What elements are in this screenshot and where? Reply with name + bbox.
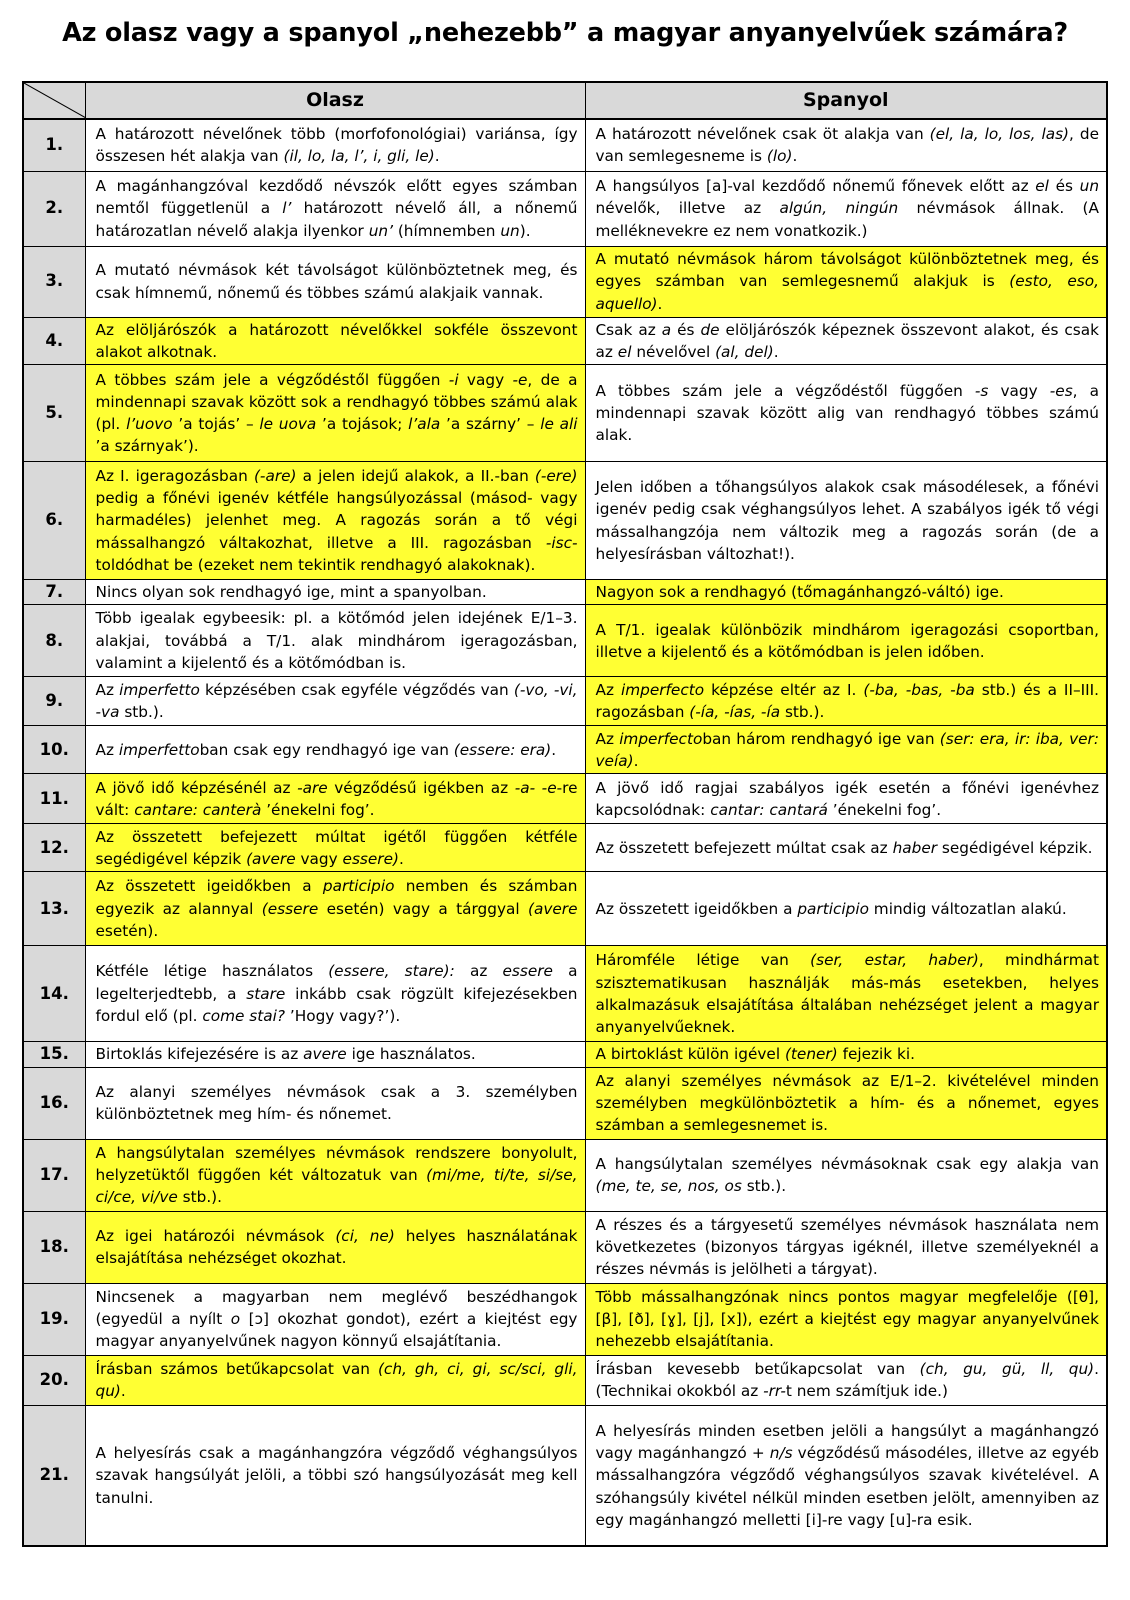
italian-cell: A hangsúlytalan személyes névmások rendszere bonyolult, helyzetüktől függően két változatuk van (mi/me, ti/te, si/se, ci/ce, vi/ve stb.). bbox=[85, 1139, 585, 1211]
table-row bbox=[23, 580, 1107, 605]
table-row bbox=[23, 246, 1107, 317]
table-row bbox=[23, 774, 1107, 824]
spanish-cell: A többes szám jele a végződéstől függően -s vagy -es, a mindennapi szavak között alig van rendhagyó többes számú alak. bbox=[585, 365, 1107, 462]
row-number: 4. bbox=[23, 317, 85, 365]
row-number: 12. bbox=[23, 824, 85, 872]
row-number: 9. bbox=[23, 677, 85, 726]
spanish-cell: Az alanyi személyes névmások az E/1–2. kivételével minden személyben megkülönböztetik a hím- és a nőnemet, egyes számban a semlegesnemet is. bbox=[585, 1067, 1107, 1139]
row-number: 5. bbox=[23, 365, 85, 462]
spanish-cell: A birtoklást külön igével (tener) fejezik ki. bbox=[585, 1042, 1107, 1067]
row-number: 6. bbox=[23, 462, 85, 580]
spanish-cell: A hangsúlyos [a]-val kezdődő nőnemű főnevek előtt az el és un névelők, illetve az algún, ningún névmások állnak. (A melléknevekre ez nem vonatkozik.) bbox=[585, 171, 1107, 246]
table-row bbox=[23, 365, 1107, 462]
comparison-table bbox=[22, 81, 1108, 1547]
spanish-cell: A helyesírás minden esetben jelöli a hangsúlyt a magánhangzó vagy magánhangzó + n/s végződésű másodéles, illetve az egyéb mássalhangzóra végződő véghangsúlyos szavak kivételével. A szóhangsúly kivétel nélkül minden esetben jelölt, amennyiben az egy magánhangzó melletti [i]-re vagy [u]-ra esik. bbox=[585, 1405, 1107, 1546]
table-row bbox=[23, 1042, 1107, 1067]
header-row bbox=[23, 82, 1107, 119]
header-italian: Olasz bbox=[85, 82, 585, 119]
italian-cell: A többes szám jele a végződéstől függően -i vagy -e, de a mindennapi szavak között sok a rendhagyó többes számú alak (pl. l’uovo ’a tojás’ – le uova ’a tojások; l’ala ’a szárny’ – le ali ’a szárnyak’). bbox=[85, 365, 585, 462]
row-number: 15. bbox=[23, 1042, 85, 1067]
table-row bbox=[23, 605, 1107, 677]
row-number: 11. bbox=[23, 774, 85, 824]
table-row bbox=[23, 1067, 1107, 1139]
italian-cell: Kétféle létige használatos (essere, stare): az essere a legelterjedtebb, a stare inkább csak rögzült kifejezésekben fordul elő (pl. come stai? ’Hogy vagy?’). bbox=[85, 946, 585, 1042]
spanish-cell: Írásban kevesebb betűkapcsolat van (ch, gu, gü, ll, qu). (Technikai okokból az -rr-t nem számítjuk ide.) bbox=[585, 1355, 1107, 1405]
table-row bbox=[23, 119, 1107, 171]
row-number: 8. bbox=[23, 605, 85, 677]
italian-cell: Az imperfetto képzésében csak egyféle végződés van (-vo, -vi, -va stb.). bbox=[85, 677, 585, 726]
row-number: 3. bbox=[23, 246, 85, 317]
row-number: 20. bbox=[23, 1355, 85, 1405]
table-row bbox=[23, 171, 1107, 246]
italian-cell: Az összetett befejezett múltat igétől függően kétféle segédigével képzik (avere vagy essere). bbox=[85, 824, 585, 872]
italian-cell: Az alanyi személyes névmások csak a 3. személyben különböztetnek meg hím- és nőnemet. bbox=[85, 1067, 585, 1139]
spanish-cell: A jövő idő ragjai szabályos igék esetén a főnévi igenévhez kapcsolódnak: cantar: cantará ’énekelni fog’. bbox=[585, 774, 1107, 824]
row-number: 13. bbox=[23, 872, 85, 946]
spanish-cell: A hangsúlytalan személyes névmásoknak csak egy alakja van (me, te, se, nos, os stb.). bbox=[585, 1139, 1107, 1211]
italian-cell: Nincs olyan sok rendhagyó ige, mint a spanyolban. bbox=[85, 580, 585, 605]
spanish-cell: A T/1. igealak különbözik mindhárom igeragozási csoportban, illetve a kijelentő és a kötőmódban is jelen időben. bbox=[585, 605, 1107, 677]
spanish-cell: Csak az a és de elöljárószók képeznek összevont alakot, és csak az el névelővel (al, del). bbox=[585, 317, 1107, 365]
table-row bbox=[23, 1139, 1107, 1211]
spanish-cell: A részes és a tárgyesetű személyes névmások használata nem következetes (bizonyos tárgyas igéknél, illetve személyeknél a részes névmás is jelölheti a tárgyat). bbox=[585, 1211, 1107, 1283]
spanish-cell: A mutató névmások három távolságot különböztetnek meg, és egyes számban van semlegesnemű alakjuk is (esto, eso, aquello). bbox=[585, 246, 1107, 317]
italian-cell: A határozott névelőnek több (morfofonológiai) variánsa, így összesen hét alakja van (il, lo, la, l’, i, gli, le). bbox=[85, 119, 585, 171]
italian-cell: Az igei határozói névmások (ci, ne) helyes használatának elsajátítása nehézséget okozhat. bbox=[85, 1211, 585, 1283]
italian-cell: Birtoklás kifejezésére is az avere ige használatos. bbox=[85, 1042, 585, 1067]
spanish-cell: Az összetett igeidőkben a participio mindig változatlan alakú. bbox=[585, 872, 1107, 946]
header-spanish: Spanyol bbox=[585, 82, 1107, 119]
italian-cell: Több igealak egybeesik: pl. a kötőmód jelen idejének E/1–3. alakjai, továbbá a T/1. alak mindhárom igeragozásban, valamint a kijelentő és a kötőmódban is. bbox=[85, 605, 585, 677]
spanish-cell: Több mássalhangzónak nincs pontos magyar megfelelője ([θ], [β], [ð], [ɣ], [j], [x]), ezért a kiejtést egy magyar anyanyelvűnek nehezebb elsajátítania. bbox=[585, 1283, 1107, 1355]
row-number: 2. bbox=[23, 171, 85, 246]
spanish-cell: Háromféle létige van (ser, estar, haber), mindhármat szisztematikusan használják más-más esetekben, helyes alkalmazásuk elsajátítása általában nehézséget jelent a magyar anyanyelvűeknek. bbox=[585, 946, 1107, 1042]
table-row bbox=[23, 317, 1107, 365]
spanish-cell: Az imperfecto képzése eltér az I. (-ba, -bas, -ba stb.) és a II–III. ragozásban (-ía, -ías, -ía stb.). bbox=[585, 677, 1107, 726]
table-row bbox=[23, 462, 1107, 580]
italian-cell: Az I. igeragozásban (-are) a jelen idejű alakok, a II.-ban (-ere) pedig a főnévi igenév kétféle hangsúlyozással (másod- vagy harmadéles) jelenhet meg. A ragozás során a tő végi mássalhangzó váltakozhat, illetve a III. ragozásban -isc- toldódhat be (ezeket nem tekintik rendhagyó alakoknak). bbox=[85, 462, 585, 580]
table-row bbox=[23, 1405, 1107, 1546]
row-number: 16. bbox=[23, 1067, 85, 1139]
italian-cell: Írásban számos betűkapcsolat van (ch, gh, ci, gi, sc/sci, gli, qu). bbox=[85, 1355, 585, 1405]
spanish-cell: Az összetett befejezett múltat csak az haber segédigével képzik. bbox=[585, 824, 1107, 872]
row-number: 7. bbox=[23, 580, 85, 605]
row-number: 17. bbox=[23, 1139, 85, 1211]
table-row bbox=[23, 946, 1107, 1042]
italian-cell: Az imperfettoban csak egy rendhagyó ige van (essere: era). bbox=[85, 726, 585, 774]
spanish-cell: Nagyon sok a rendhagyó (tőmagánhangzó-váltó) ige. bbox=[585, 580, 1107, 605]
table-row bbox=[23, 824, 1107, 872]
italian-cell: A mutató névmások két távolságot különböztetnek meg, és csak hímnemű, nőnemű és többes számú alakjaik vannak. bbox=[85, 246, 585, 317]
italian-cell: A helyesírás csak a magánhangzóra végződő véghangsúlyos szavak hangsúlyát jelöli, a többi szó hangsúlyozását meg kell tanulni. bbox=[85, 1405, 585, 1546]
table-row bbox=[23, 726, 1107, 774]
italian-cell: A magánhangzóval kezdődő névszók előtt egyes számban nemtől függetlenül a l’ határozott névelő áll, a nőnemű határozatlan névelő alakja ilyenkor un’ (hímnemben un). bbox=[85, 171, 585, 246]
diagonal-divider bbox=[24, 83, 86, 118]
table-row bbox=[23, 872, 1107, 946]
table-row bbox=[23, 1283, 1107, 1355]
table-row bbox=[23, 1355, 1107, 1405]
spanish-cell: Jelen időben a tőhangsúlyos alakok csak másodélesek, a főnévi igenév pedig csak véghangsúlyos lehet. A szabályos igék tő végi mássalhangzója nem változik meg a ragozás során (de a helyesírásban változhat!). bbox=[585, 462, 1107, 580]
row-number: 14. bbox=[23, 946, 85, 1042]
italian-cell: Nincsenek a magyarban nem meglévő beszédhangok (egyedül a nyílt o [ɔ] okozhat gondot), ezért a kiejtést egy magyar anyanyelvűnek nagyon könnyű elsajátítania. bbox=[85, 1283, 585, 1355]
corner-cell bbox=[23, 82, 85, 119]
spanish-cell: Az imperfectoban három rendhagyó ige van (ser: era, ir: iba, ver: veía). bbox=[585, 726, 1107, 774]
row-number: 10. bbox=[23, 726, 85, 774]
row-number: 21. bbox=[23, 1405, 85, 1546]
row-number: 1. bbox=[23, 119, 85, 171]
page-title: Az olasz vagy a spanyol „nehezebb” a magyar anyanyelvűek számára? bbox=[62, 18, 1068, 48]
table-row bbox=[23, 1211, 1107, 1283]
italian-cell: A jövő idő képzésénél az -are végződésű igékben az -a- -e-re vált: cantare: canterà ’énekelni fog’. bbox=[85, 774, 585, 824]
italian-cell: Az összetett igeidőkben a participio nemben és számban egyezik az alannyal (essere esetén) vagy a tárggyal (avere esetén). bbox=[85, 872, 585, 946]
italian-cell: Az elöljárószók a határozott névelőkkel sokféle összevont alakot alkotnak. bbox=[85, 317, 585, 365]
row-number: 18. bbox=[23, 1211, 85, 1283]
row-number: 19. bbox=[23, 1283, 85, 1355]
spanish-cell: A határozott névelőnek csak öt alakja van (el, la, lo, los, las), de van semlegesneme is (lo). bbox=[585, 119, 1107, 171]
table-body bbox=[23, 119, 1107, 1546]
table-row bbox=[23, 677, 1107, 726]
